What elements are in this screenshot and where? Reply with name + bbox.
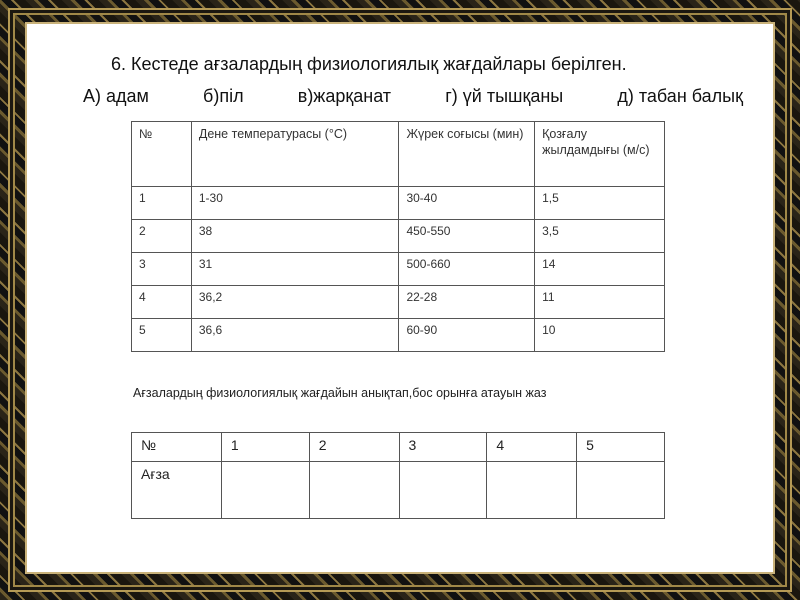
option-e: д) табан балық [617,86,743,106]
answer-blank-cell[interactable] [577,462,665,519]
table-cell: 2 [132,220,192,253]
table-cell: 30-40 [399,187,535,220]
slide [27,24,773,572]
answer-table [131,432,665,519]
table-cell: 31 [191,253,399,286]
option-d: г) үй тышқаны [445,86,564,106]
table-cell: 38 [191,220,399,253]
table-cell: 5 [132,319,192,352]
table-cell: 4 [132,286,192,319]
table-cell: 60-90 [399,319,535,352]
task-title: 6. Кестеде ағзалардың физиологиялық жағдайлары берілген. [111,54,627,74]
organism-label: Ағза [132,462,222,519]
table-row [132,319,665,352]
answer-header-cell: 3 [399,433,487,462]
answer-blank-cell[interactable] [487,462,577,519]
table-cell: 36,6 [191,319,399,352]
header-movement-speed: Қозғалу жылдамдығы (м/с) [535,122,665,187]
table-header-row [132,122,665,187]
answer-options [83,86,743,107]
header-body-temperature: Дене температурасы (°С) [191,122,399,187]
answer-input-row [132,462,665,519]
table-cell: 3 [132,253,192,286]
table-cell: 36,2 [191,286,399,319]
table-cell: 1,5 [535,187,665,220]
table-cell: 14 [535,253,665,286]
answer-blank-cell[interactable] [309,462,399,519]
header-number: № [132,122,192,187]
answer-blank-cell[interactable] [399,462,487,519]
physiology-table [131,121,665,352]
table-row [132,253,665,286]
table-cell: 1-30 [191,187,399,220]
answer-header-cell: № [132,433,222,462]
table-row [132,286,665,319]
table-cell: 11 [535,286,665,319]
table-row [132,187,665,220]
option-b: б)піл [203,86,244,106]
answer-header-cell: 5 [577,433,665,462]
option-a: А) адам [83,86,149,106]
answer-header-cell: 4 [487,433,577,462]
answer-blank-cell[interactable] [221,462,309,519]
table-cell: 1 [132,187,192,220]
answer-header-row [132,433,665,462]
table-cell: 500-660 [399,253,535,286]
table-row [132,220,665,253]
table-cell: 22-28 [399,286,535,319]
header-heart-rate: Жүрек соғысы (мин) [399,122,535,187]
instruction-text: Ағзалардың физиологиялық жағдайын анықтап,бос орынға атауын жаз [133,386,547,400]
table-cell: 450-550 [399,220,535,253]
option-c: в)жарқанат [297,86,392,106]
answer-header-cell: 2 [309,433,399,462]
table-cell: 10 [535,319,665,352]
answer-header-cell: 1 [221,433,309,462]
table-cell: 3,5 [535,220,665,253]
